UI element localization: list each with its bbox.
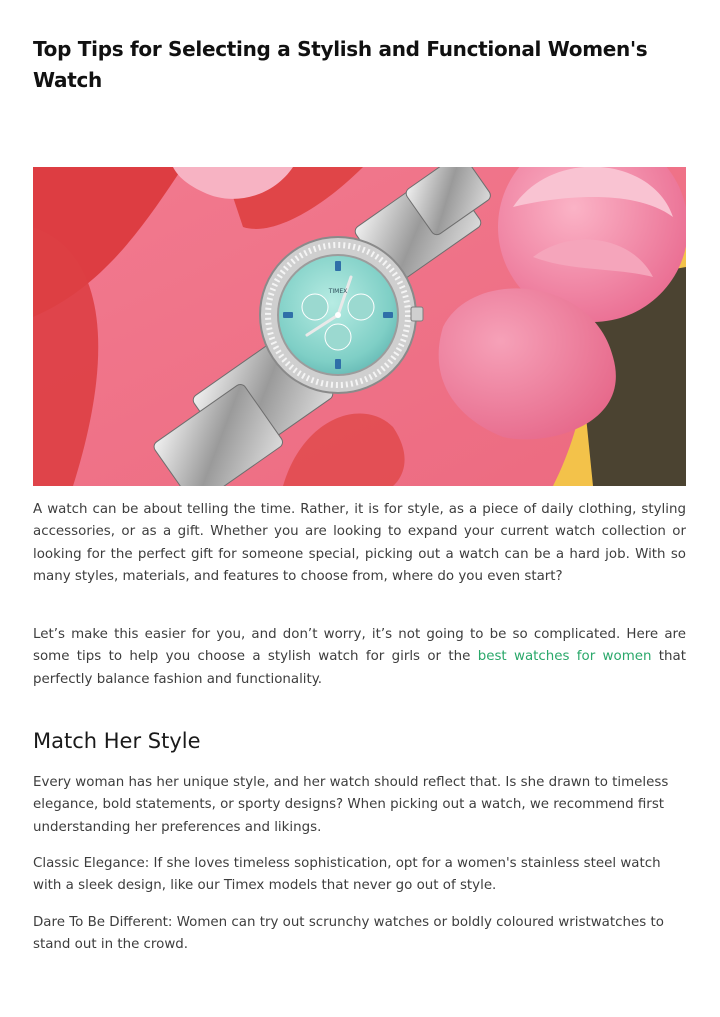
- best-watches-link[interactable]: best watches for women: [477, 649, 652, 665]
- dial-brand: TIMEX: [328, 288, 348, 295]
- page-title: Top Tips for Selecting a Stylish and Functional Women's Watch: [33, 37, 648, 92]
- intro-paragraph: A watch can be about telling the time. Rather, it is for style, as a piece of daily clothing, styling accessories, or as a gift. Whether you are looking to expand your current watch collection or looking for the perfect gift for someone special, picking out a watch can be a hard job. With so many styles, materials, and features to choose from, where do you even start?: [33, 502, 686, 584]
- dare-different-paragraph: Dare To Be Different: Women can try out scrunchy watches or boldly coloured wristwatches to stand out in the crowd.: [33, 915, 664, 953]
- second-paragraph: [33, 624, 686, 691]
- style-paragraph: Every woman has her unique style, and her watch should reflect that. Is she drawn to timeless elegance, bold statements, or sporty designs? When picking out a watch, we recommend first understanding her preferences and likings.: [33, 775, 669, 835]
- section-heading: Match Her Style: [33, 729, 201, 753]
- second-paragraph-text: Let’s make this easier for you, and don’t worry, it’s not going to be so complicated. Here are some tips to help you choose a stylish watch for girls or the: [33, 627, 686, 665]
- classic-elegance-paragraph: Classic Elegance: If she loves timeless sophistication, opt for a women's stainless steel watch with a sleek design, like our Timex models that never go out of style.: [33, 856, 661, 894]
- hero-image: [33, 167, 686, 486]
- second-paragraph-tail: that perfectly balance fashion and functionality.: [33, 649, 686, 687]
